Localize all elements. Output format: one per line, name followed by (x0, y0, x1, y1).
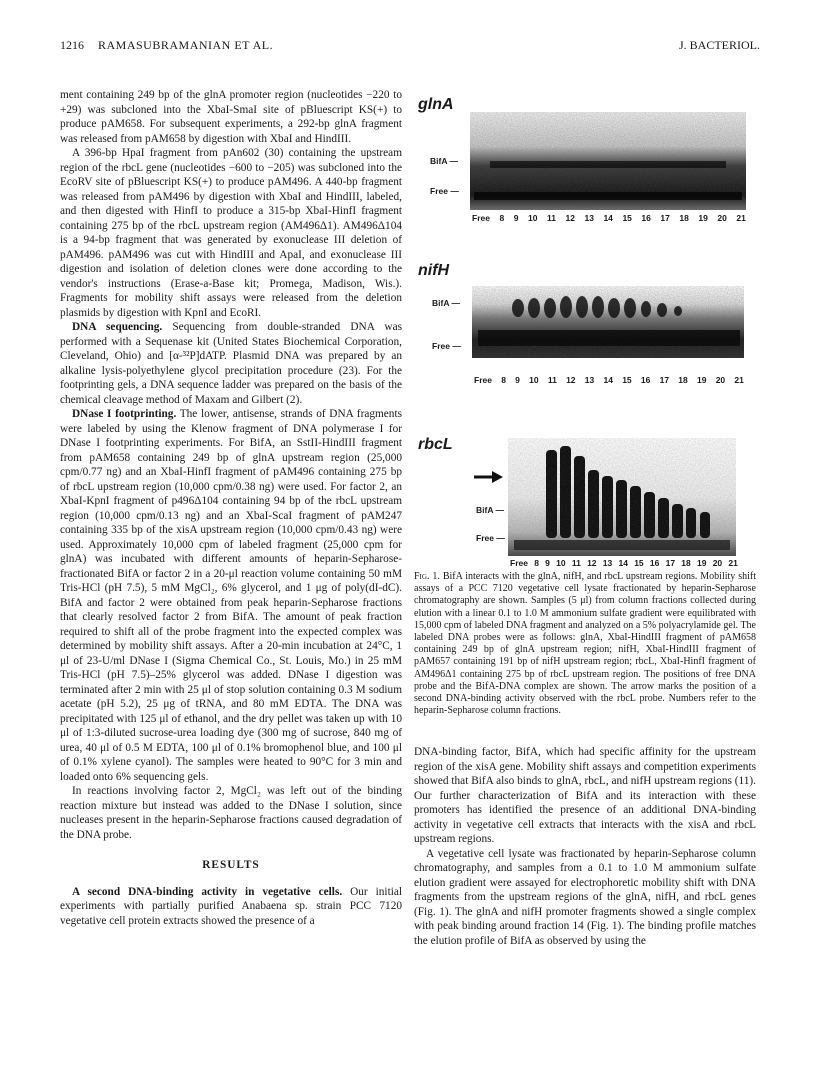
lane-label: 16 (640, 375, 651, 385)
figure-caption: Fig. 1. BifA interacts with the glnA, nifH, and rbcL upstream regions. Mobility shift assays of a PCC 7120 vegetative cell lysate fractionated by heparin-Sepharose chromatography are shown. Samples (5 μl) from column fractions collected during elution with a linear 0.1 to 1.0 M ammonium sulfate gradient were equilibrated with 15,000 cpm of labeled DNA fragment and analyzed on a 5% polyacrylamide gel. The labeled DNA probes were as follows: glnA, XbaI-HindIII fragment of pAM658 containing 249 bp of glnA upstream region; nifH, XbaI-HindIII fragment of pAM657 containing 191 bp of nifH upstream region; rbcL, XbaI-HinfI fragment of AM496Δ1 containing 275 bp of rbcL upstream region. The positions of free DNA probe and the BifA-DNA complex are shown. The arrow marks the position of a second DNA-binding activity observed with the rbcL probe. Numbers refer to the heparin-Sepharose column fractions. (414, 571, 757, 717)
left-column (60, 88, 402, 928)
lane-label: 8 (534, 558, 539, 568)
gel-label-bifa-glnA: BifA — (430, 156, 459, 166)
lane-label: 13 (584, 375, 595, 385)
lane-labels-nifH (474, 375, 744, 385)
lane-label: 14 (603, 213, 613, 223)
paragraph-bifa-binding: DNA-binding factor, BifA, which had specific affinity for the upstream region of the xisA gene. Mobility shift assays and competition experiments showed that BifA also binds to glnA, rbcL, and nifH upstream regions (11). Our further characterization of BifA and its interaction with these promoters has identified the presence of an additional DNA-binding activity in vegetative cell extracts that interacts with the xisA and rbcL upstream regions. (414, 746, 756, 845)
journal-name: J. BACTERIOL. (679, 38, 760, 52)
lane-label: 13 (602, 558, 613, 568)
running-header (60, 38, 760, 54)
lane-label: 9 (515, 375, 520, 385)
gel-title-rbcL: rbcL (418, 436, 453, 453)
gel-image-rbcL (508, 438, 736, 556)
subheading-second-activity: A second DNA-binding activity in vegetative cells. (72, 885, 343, 898)
paragraph-dna-sequencing: DNA sequencing. Sequencing from double-stranded DNA was performed with a Sequenase kit (United States Biochemical Corporation, Cleveland, Ohio) and [α-³²P]dATP. Plasmid DNA was prepared by an alkaline lysis-polyethylene glycol precipitation procedure (23). For the footprinting gels, a DNA sequence ladder was prepared on the basis of the chemical cleavage method of Maxam and Gilbert (2). (60, 321, 402, 406)
lane-label: 11 (571, 558, 581, 568)
lane-label: 16 (649, 558, 660, 568)
paragraph-second-activity: A second DNA-binding activity in vegetative cells. Our initial experiments with partially purified Anabaena sp. strain PCC 7120 vegetative cell protein extracts showed the presence of a (60, 885, 402, 927)
lane-label: 18 (679, 213, 689, 223)
lane-label: 19 (697, 558, 707, 568)
lane-label: 8 (501, 375, 506, 385)
gel-label-free-nifH: Free — (432, 341, 461, 351)
lane-label: 21 (734, 375, 744, 385)
lane-label: 17 (659, 375, 670, 385)
gel-label-free-rbcL: Free — (476, 533, 505, 543)
lane-label: 14 (603, 375, 613, 385)
lane-labels-rbcL (510, 558, 738, 568)
lane-label: 20 (712, 558, 723, 568)
running-authors: RAMASUBRAMANIAN ET AL. (98, 38, 274, 52)
lane-label: 14 (618, 558, 628, 568)
lane-label: 12 (566, 375, 576, 385)
lane-label: 18 (681, 558, 691, 568)
lane-label: 18 (678, 375, 688, 385)
lane-label: 17 (665, 558, 676, 568)
lane-label: 9 (545, 558, 550, 568)
lane-label: 16 (641, 213, 651, 223)
gel-label-bifa-rbcL: BifA — (476, 505, 505, 515)
gel-image-glnA (470, 112, 746, 210)
lane-label: 17 (660, 213, 670, 223)
lane-label: Free (510, 558, 528, 568)
results-heading: RESULTS (202, 859, 260, 871)
lane-label: Free (472, 213, 490, 223)
lane-label: 9 (513, 213, 519, 223)
lane-label: 21 (736, 213, 746, 223)
lane-labels-glnA (472, 213, 746, 223)
subheading-dnase-footprinting: DNase I footprinting. (72, 408, 177, 420)
lane-label: Free (474, 375, 492, 385)
lane-label: 15 (634, 558, 644, 568)
lane-label: 8 (499, 213, 505, 223)
gel-title-glnA: glnA (418, 96, 454, 113)
page-number: 1216 (60, 38, 84, 52)
lane-label: 20 (717, 213, 727, 223)
gel-image-nifH (472, 286, 744, 358)
paragraph-plasmid-glnA: ment containing 249 bp of the glnA promoter region (nucleotides −220 to +29) was subcloned into the XbaI-SmaI site of pBluescript KS(+) to produce pAM658. For subsequent experiments, a 292-bp glnA fragment was released from pAM658 by digestion with XbaI and HindIII. (60, 89, 402, 145)
lane-label: 10 (556, 558, 566, 568)
lane-label: 15 (622, 375, 632, 385)
gel-title-nifH: nifH (418, 262, 450, 279)
lane-label: 20 (715, 375, 726, 385)
paragraph-dnase-footprinting: DNase I footprinting. The lower, antisense, strands of DNA fragments were labeled by using the Klenow fragment of DNA polymerase I for DNase I footprinting experiments. For BifA, an SstII-HindIII fragment from pAM658 containing 249 bp of glnA upstream region (25,000 cpm/0.77 ng) and an XbaI-HinfI fragment of pAM496 containing 275 bp of rbcL upstream region (10,000 cpm/0.38 ng) were used. For factor 2, an XbaI-KpnI fragment of p496Δ104 containing 94 bp of the rbcL upstream region (10,000 cpm/0.13 ng) and an XbaI-ScaI fragment of pAM247 containing 335 bp of the xisA upstream region (10,000 cpm/0.43 ng) were used. Approximately 10,000 cpm of labeled fragment (25,000 cpm for glnA) was incubated with different amounts of heparin-Sepharose-fractionated BifA or factor 2 in a 20-μl reaction volume containing 50 mM Tris-HCl (pH 7.5), 5 mM MgCl₂, 6% glycerol, and 1 μg of poly(dI-dC). BifA and factor 2 were obtained from peak heparin-Sepharose fractions that clearly resolved factor 2 from BifA. The amount of peak fraction required to shift all of the probe fragment into the expected complex was determined by mobility shift assays. After a 20-min incubation at 24°C, 1 μl of 23-U/ml DNase I (Sigma Chemical Co., St. Louis, Mo.) in 25 mM Tris-HCl (pH 7.5)–25% glycerol was added. DNase I digestion was terminated after 2 min with 25 μl of stop solution containing 0.3 M sodium acetate (pH 5.2), 25 μg of tRNA, and 80 mM EDTA. The DNA was precipitated with 125 μl of ethanol, and the dry pellet was taken up with 10 μl of 1:3-diluted sucrose-urea loading dye (300 mg of sucrose, 840 mg of urea, 40 μl of 0.5 M EDTA, 100 μl of 0.1% bromophenol blue, and 100 μl of 0.1% xylene cyanol). The samples were heated to 90°C for 3 min and loaded onto 6% sequencing gels. (60, 408, 402, 783)
paragraph-fractionation: A vegetative cell lysate was fractionated by heparin-Sepharose column chromatography, and samples from a 0.1 to 1.0 M ammonium sulfate elution gradient were assayed for electrophoretic mobility shift with DNA fragments from the upstream regions of the glnA, nifH, and rbcL genes (Fig. 1). The glnA and nifH promoter fragments showed a single complex with peak binding around fraction 14 (Fig. 1). The binding profile matches the elution profile of BifA as observed by using the (414, 847, 756, 947)
paragraph-plasmid-rbcL: A 396-bp HpaI fragment from pAn602 (30) containing the upstream region of the rbcL gene (nucleotides −600 to −205) was subcloned into the EcoRV site of pBluescript KS(+) to produce pAM496. A 440-bp fragment was released from pAM496 by digestion with XbaI and HindIII, labeled, and then digested with HinfI to produce a 315-bp XbaI-HinfI fragment containing 275 bp of the rbcL upstream region (AM496Δ1). AM496Δ104 is a 94-bp fragment that was generated by exonuclease III deletion of pAM496. pAM496 was cut with HindIII and ApaI, and exonuclease III digestion and isolation of deletion clones were done according to the vendor's instructions (Erase-a-Base kit; Promega, Madison, Wis.). Fragments for mobility shift assays were released from the deletion plasmids by digestion with KpnI and EcoRI. (60, 147, 402, 319)
gel-label-bifa-nifH: BifA — (432, 298, 461, 308)
arrow-icon (474, 470, 504, 484)
lane-label: 11 (546, 213, 556, 223)
gel-label-free-glnA: Free — (430, 186, 459, 196)
lane-label: 19 (697, 375, 707, 385)
lane-label: 11 (547, 375, 557, 385)
lane-label: 10 (529, 375, 539, 385)
right-column (414, 745, 756, 948)
lane-label: 21 (728, 558, 738, 568)
lane-label: 10 (527, 213, 538, 223)
lane-label: 12 (565, 213, 575, 223)
paragraph-factor2-reactions: In reactions involving factor 2, MgCl₂ was left out of the binding reaction mixture but instead was added to the DNase I solution, since nucleases present in the heparin-Sepharose fractions caused degradation of the DNA probe. (60, 785, 402, 841)
lane-label: 12 (587, 558, 597, 568)
lane-label: 19 (698, 213, 708, 223)
caption-label: Fig. 1. (414, 571, 440, 582)
lane-label: 13 (584, 213, 594, 223)
lane-label: 15 (622, 213, 632, 223)
subheading-dna-sequencing: DNA sequencing. (72, 321, 163, 333)
